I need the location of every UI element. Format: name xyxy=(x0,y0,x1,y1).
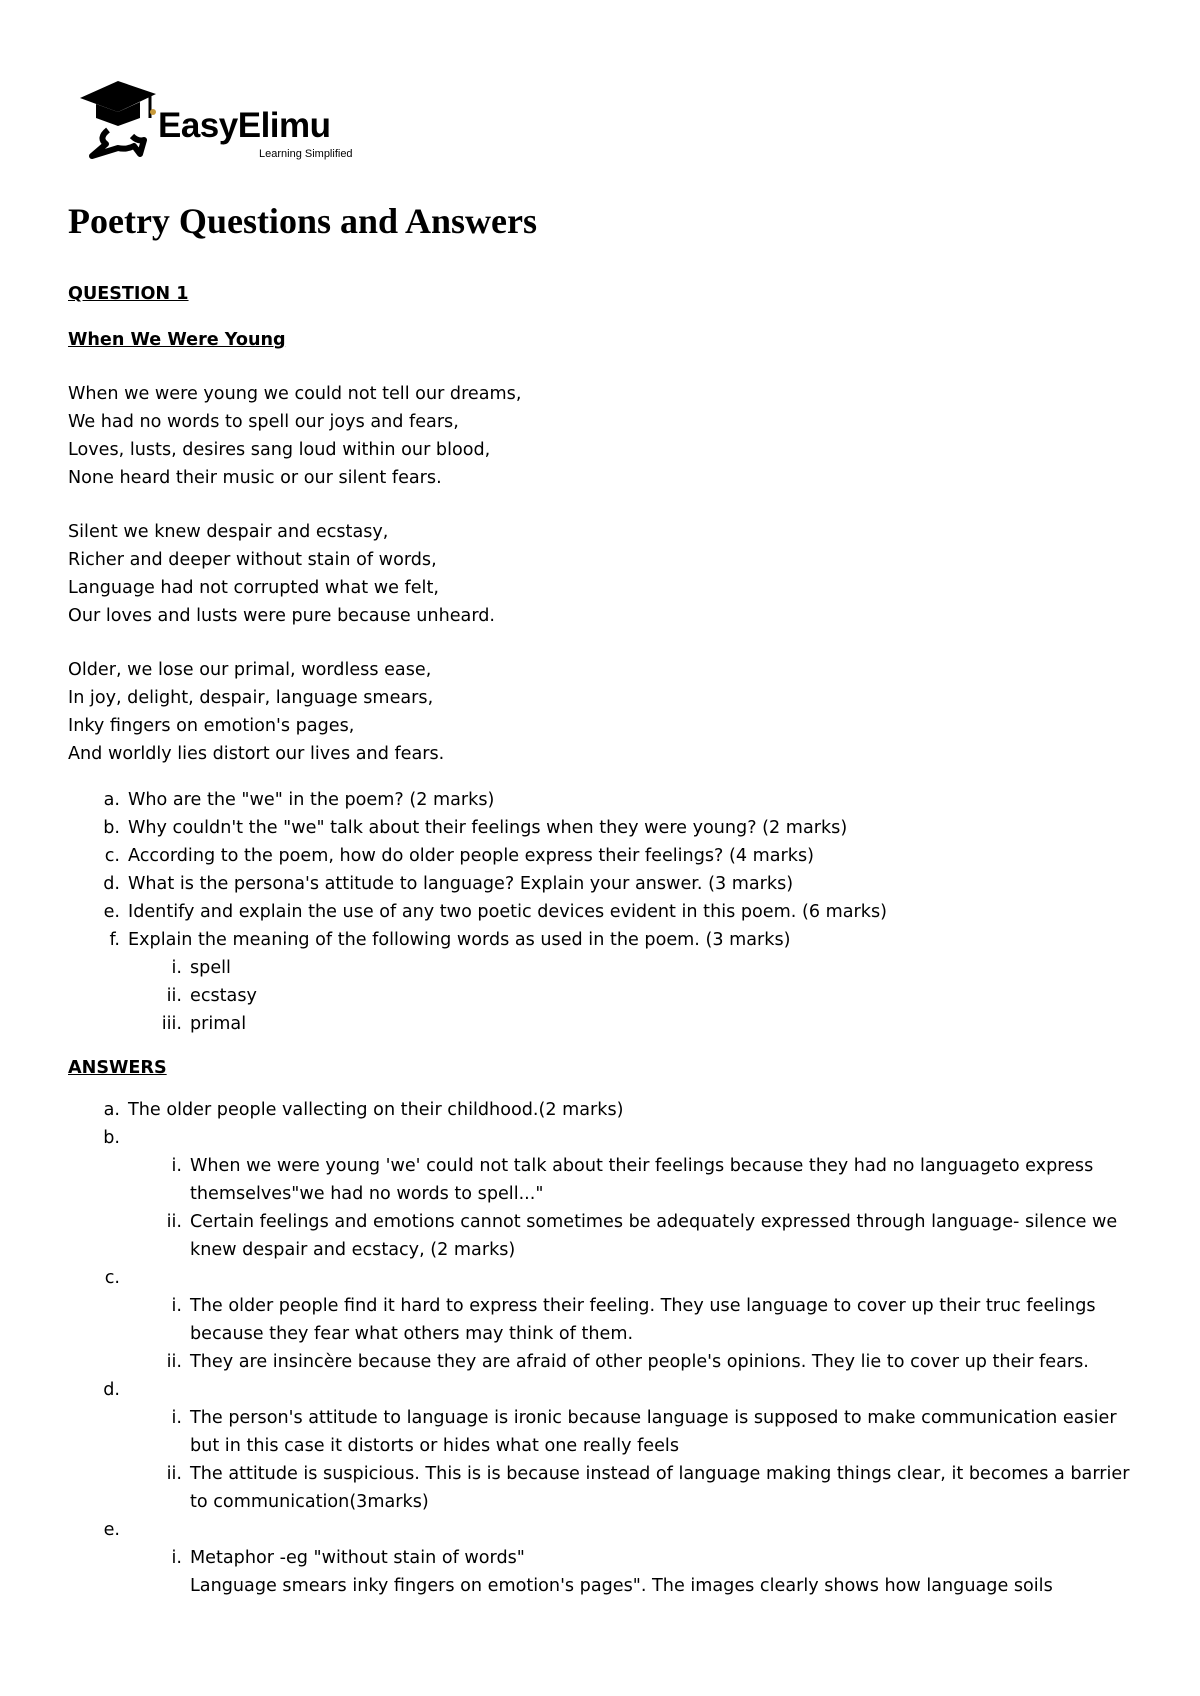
question-item: d. What is the persona's attitude to language? Explain your answer. (3 marks) xyxy=(103,874,794,894)
answer-subitem: ii. Certain feelings and emotions cannot sometimes be adequately expressed through language- silence we knew despair and ecstacy, (2 marks) xyxy=(166,1212,1118,1260)
logo-tagline: Learning Simplified xyxy=(259,148,353,160)
poem-line: Silent we knew despair and ecstasy, xyxy=(68,522,389,542)
poem-line: And worldly lies distort our lives and fears. xyxy=(68,744,445,764)
word-item: ii. ecstasy xyxy=(166,986,257,1006)
question-item: a. Who are the "we" in the poem? (2 marks) xyxy=(103,790,495,810)
answers-heading: ANSWERS xyxy=(68,1058,167,1078)
poem-line: Inky fingers on emotion's pages, xyxy=(68,716,355,736)
poem-title: When We Were Young xyxy=(68,330,286,350)
answer-item-b: b. xyxy=(103,1128,120,1148)
answer-subitem: ii. They are insincère because they are afraid of other people's opinions. They lie to cover up their fears. xyxy=(166,1352,1089,1372)
answer-item-d: d. xyxy=(103,1380,120,1400)
page-title: Poetry Questions and Answers xyxy=(68,201,538,241)
answer-item-e: e. xyxy=(103,1520,120,1540)
question-item: e. Identify and explain the use of any two poetic devices evident in this poem. (6 marks) xyxy=(103,902,887,922)
answer-subitem: i. The older people find it hard to express their feeling. They use language to cover up their truc feelings because they fear what others may think of them. xyxy=(171,1296,1096,1344)
poem-stanza-3 xyxy=(68,656,1148,768)
poem-line: Our loves and lusts were pure because unheard. xyxy=(68,606,496,626)
answer-subitem: i. Metaphor -eg "without stain of words" Language smears inky fingers on emotion's pages". The images clearly shows how language soils xyxy=(68,1544,1148,1600)
answer-line: Language smears inky fingers on emotion's pages". The images clearly shows how language soils xyxy=(190,1576,1053,1596)
question-item: f. Explain the meaning of the following words as used in the poem. (3 marks) xyxy=(109,930,791,950)
question-list xyxy=(68,786,1148,1038)
logo-brand-text: EasyElimu xyxy=(158,106,331,145)
poem-line: In joy, delight, despair, language smears, xyxy=(68,688,434,708)
question-item: c. According to the poem, how do older people express their feelings? (4 marks) xyxy=(104,846,814,866)
poem-line: When we were young we could not tell our dreams, xyxy=(68,384,522,404)
answer-subitem: i. When we were young 'we' could not talk about their feelings because they had no languageto express themselves"we had no words to spell..." xyxy=(171,1156,1094,1204)
question-heading: QUESTION 1 xyxy=(68,284,189,304)
answer-item-c: c. xyxy=(104,1268,120,1288)
poem-line: Older, we lose our primal, wordless ease, xyxy=(68,660,432,680)
answer-subitem: i. The person's attitude to language is ironic because language is supposed to make communication easier but in this case it distorts or hides what one really feels xyxy=(171,1408,1117,1456)
word-item: iii. primal xyxy=(161,1014,247,1034)
poem-line: Language had not corrupted what we felt, xyxy=(68,578,439,598)
poem-line: Richer and deeper without stain of words, xyxy=(68,550,437,570)
word-item: i. spell xyxy=(171,958,231,978)
graduate-cap-icon xyxy=(78,78,168,168)
answer-subitem: ii. The attitude is suspicious. This is is because instead of language making things clear, it becomes a barrier to communication(3marks) xyxy=(166,1464,1130,1512)
document-content xyxy=(68,280,1148,1600)
answer-item-a: a. The older people vallecting on their childhood.(2 marks) xyxy=(103,1100,624,1120)
answer-list xyxy=(68,1096,1148,1600)
easyelimu-logo xyxy=(78,78,378,168)
poem-line: None heard their music or our silent fears. xyxy=(68,468,442,488)
poem-stanza-2 xyxy=(68,518,1148,630)
question-item: b. Why couldn't the "we" talk about their feelings when they were young? (2 marks) xyxy=(103,818,848,838)
poem-stanza-1 xyxy=(68,380,1148,492)
poem-line: Loves, lusts, desires sang loud within our blood, xyxy=(68,440,491,460)
poem-line: We had no words to spell our joys and fears, xyxy=(68,412,459,432)
answer-line: Metaphor -eg "without stain of words" xyxy=(190,1548,525,1568)
